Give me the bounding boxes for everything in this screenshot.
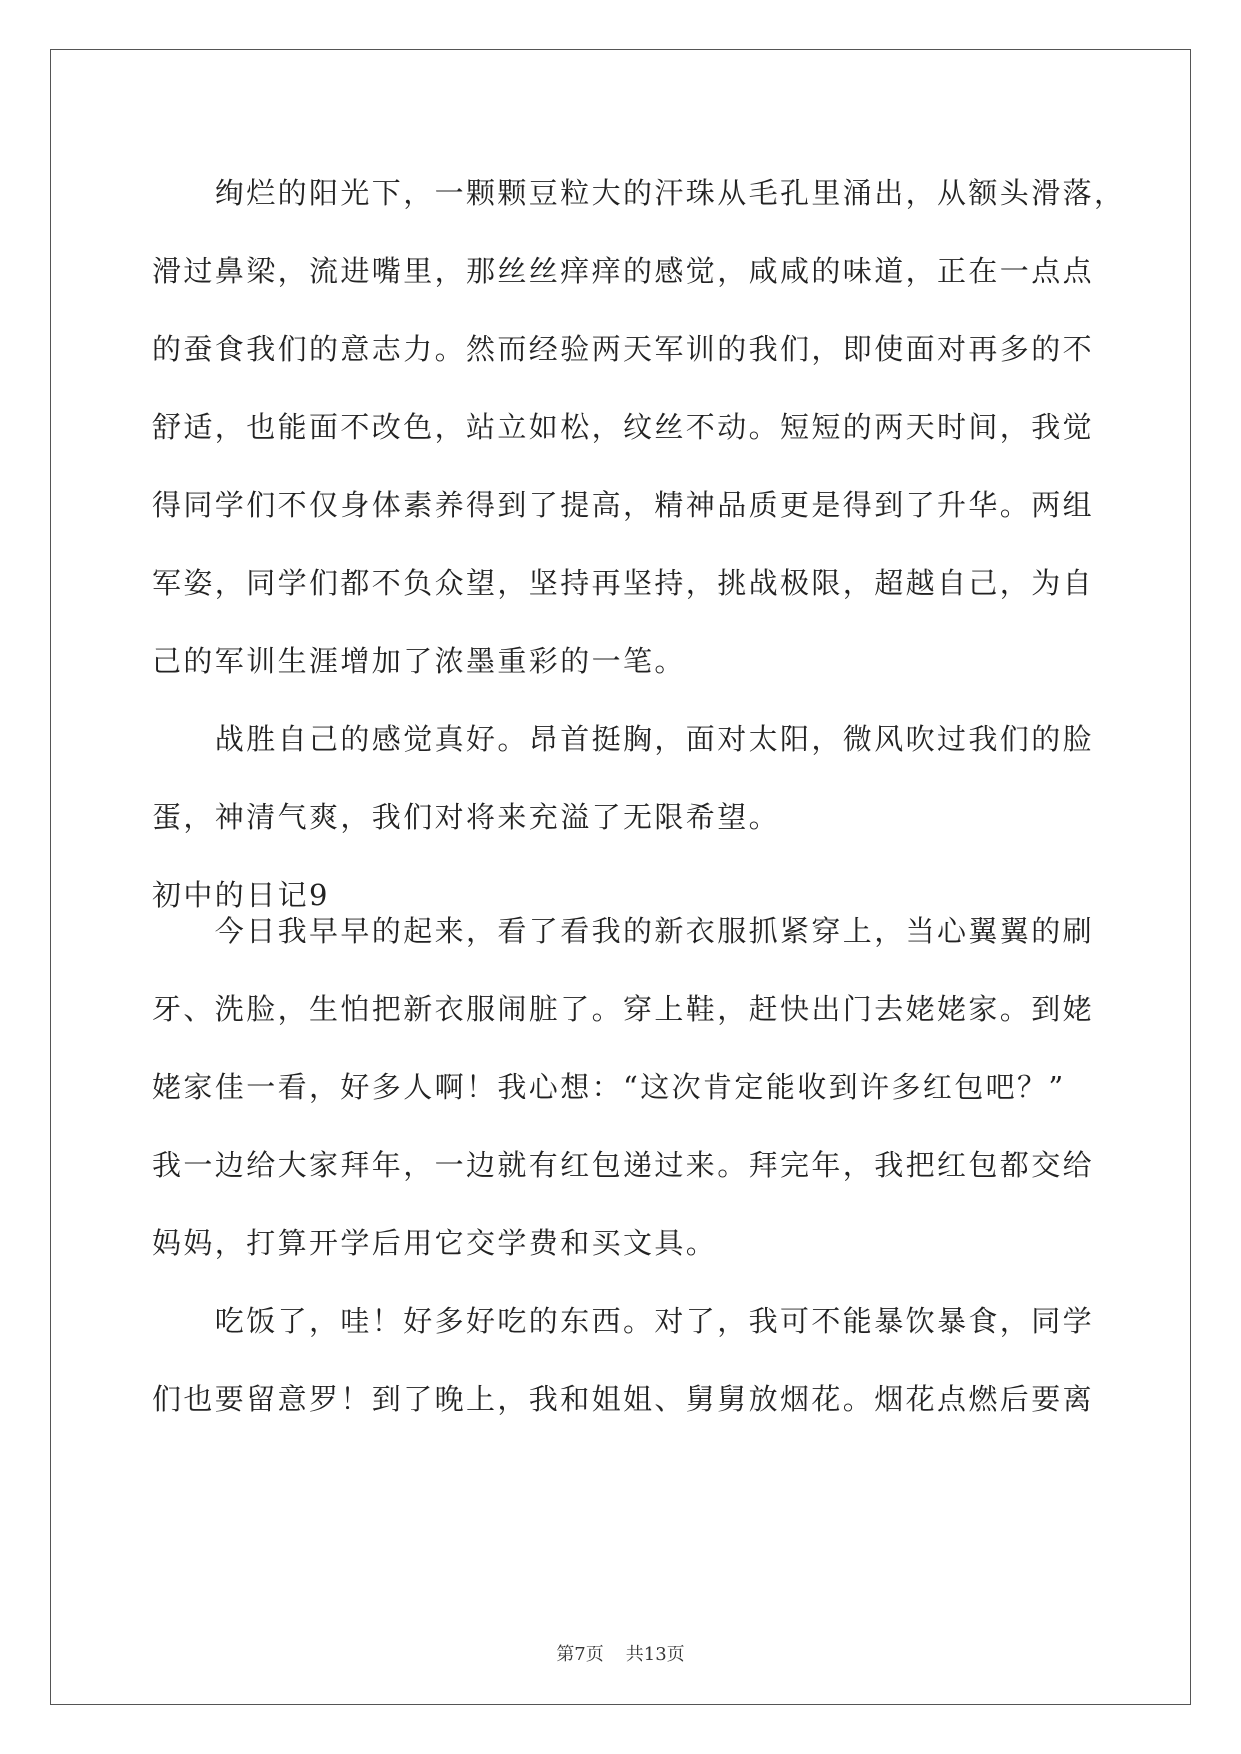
- text-line: 妈妈，打算开学后用它交学费和买文具。: [152, 1226, 718, 1260]
- text-line: 战胜自己的感觉真好。昂首挺胸，面对太阳，微风吹过我们的脸: [152, 722, 1095, 756]
- body-text-part1: [152, 154, 1126, 934]
- page-footer: [0, 1640, 1241, 1666]
- text-line: 我一边给大家拜年，一边就有红包递过来。拜完年，我把红包都交给: [152, 1148, 1095, 1182]
- text-line: 姥家佳一看，好多人啊！我心想：“这次肯定能收到许多红包吧？”: [152, 1070, 1066, 1104]
- text-line: 蛋，神清气爽，我们对将来充溢了无限希望。: [152, 800, 781, 834]
- text-line: 吃饭了，哇！好多好吃的东西。对了，我可不能暴饮暴食，同学: [152, 1304, 1095, 1338]
- section-heading: 初中的日记9: [152, 878, 330, 912]
- text-line: 舒适，也能面不改色，站立如松，纹丝不动。短短的两天时间，我觉: [152, 410, 1095, 444]
- text-line: 得同学们不仅身体素养得到了提高，精神品质更是得到了升华。两组: [152, 488, 1095, 522]
- body-text-part2: [152, 892, 1095, 1438]
- text-line: 滑过鼻梁，流进嘴里，那丝丝痒痒的感觉，咸咸的味道，正在一点点: [152, 254, 1095, 288]
- text-line: 今日我早早的起来，看了看我的新衣服抓紧穿上，当心翼翼的刷: [152, 914, 1095, 948]
- text-line: 的蚕食我们的意志力。然而经验两天军训的我们，即使面对再多的不: [152, 332, 1095, 366]
- text-line: 绚烂的阳光下，一颗颗豆粒大的汗珠从毛孔里涌出，从额头滑落，: [152, 176, 1126, 210]
- page-total: 共13页: [625, 1644, 685, 1665]
- text-line: 们也要留意罗！到了晚上，我和姐姐、舅舅放烟花。烟花点燃后要离: [152, 1382, 1095, 1416]
- page-number: 第7页: [556, 1644, 604, 1665]
- text-line: 己的军训生涯增加了浓墨重彩的一笔。: [152, 644, 686, 678]
- text-line: 牙、洗脸，生怕把新衣服闹脏了。穿上鞋，赶快出门去姥姥家。到姥: [152, 992, 1095, 1026]
- text-line: 军姿，同学们都不负众望，坚持再坚持，挑战极限，超越自己，为自: [152, 566, 1095, 600]
